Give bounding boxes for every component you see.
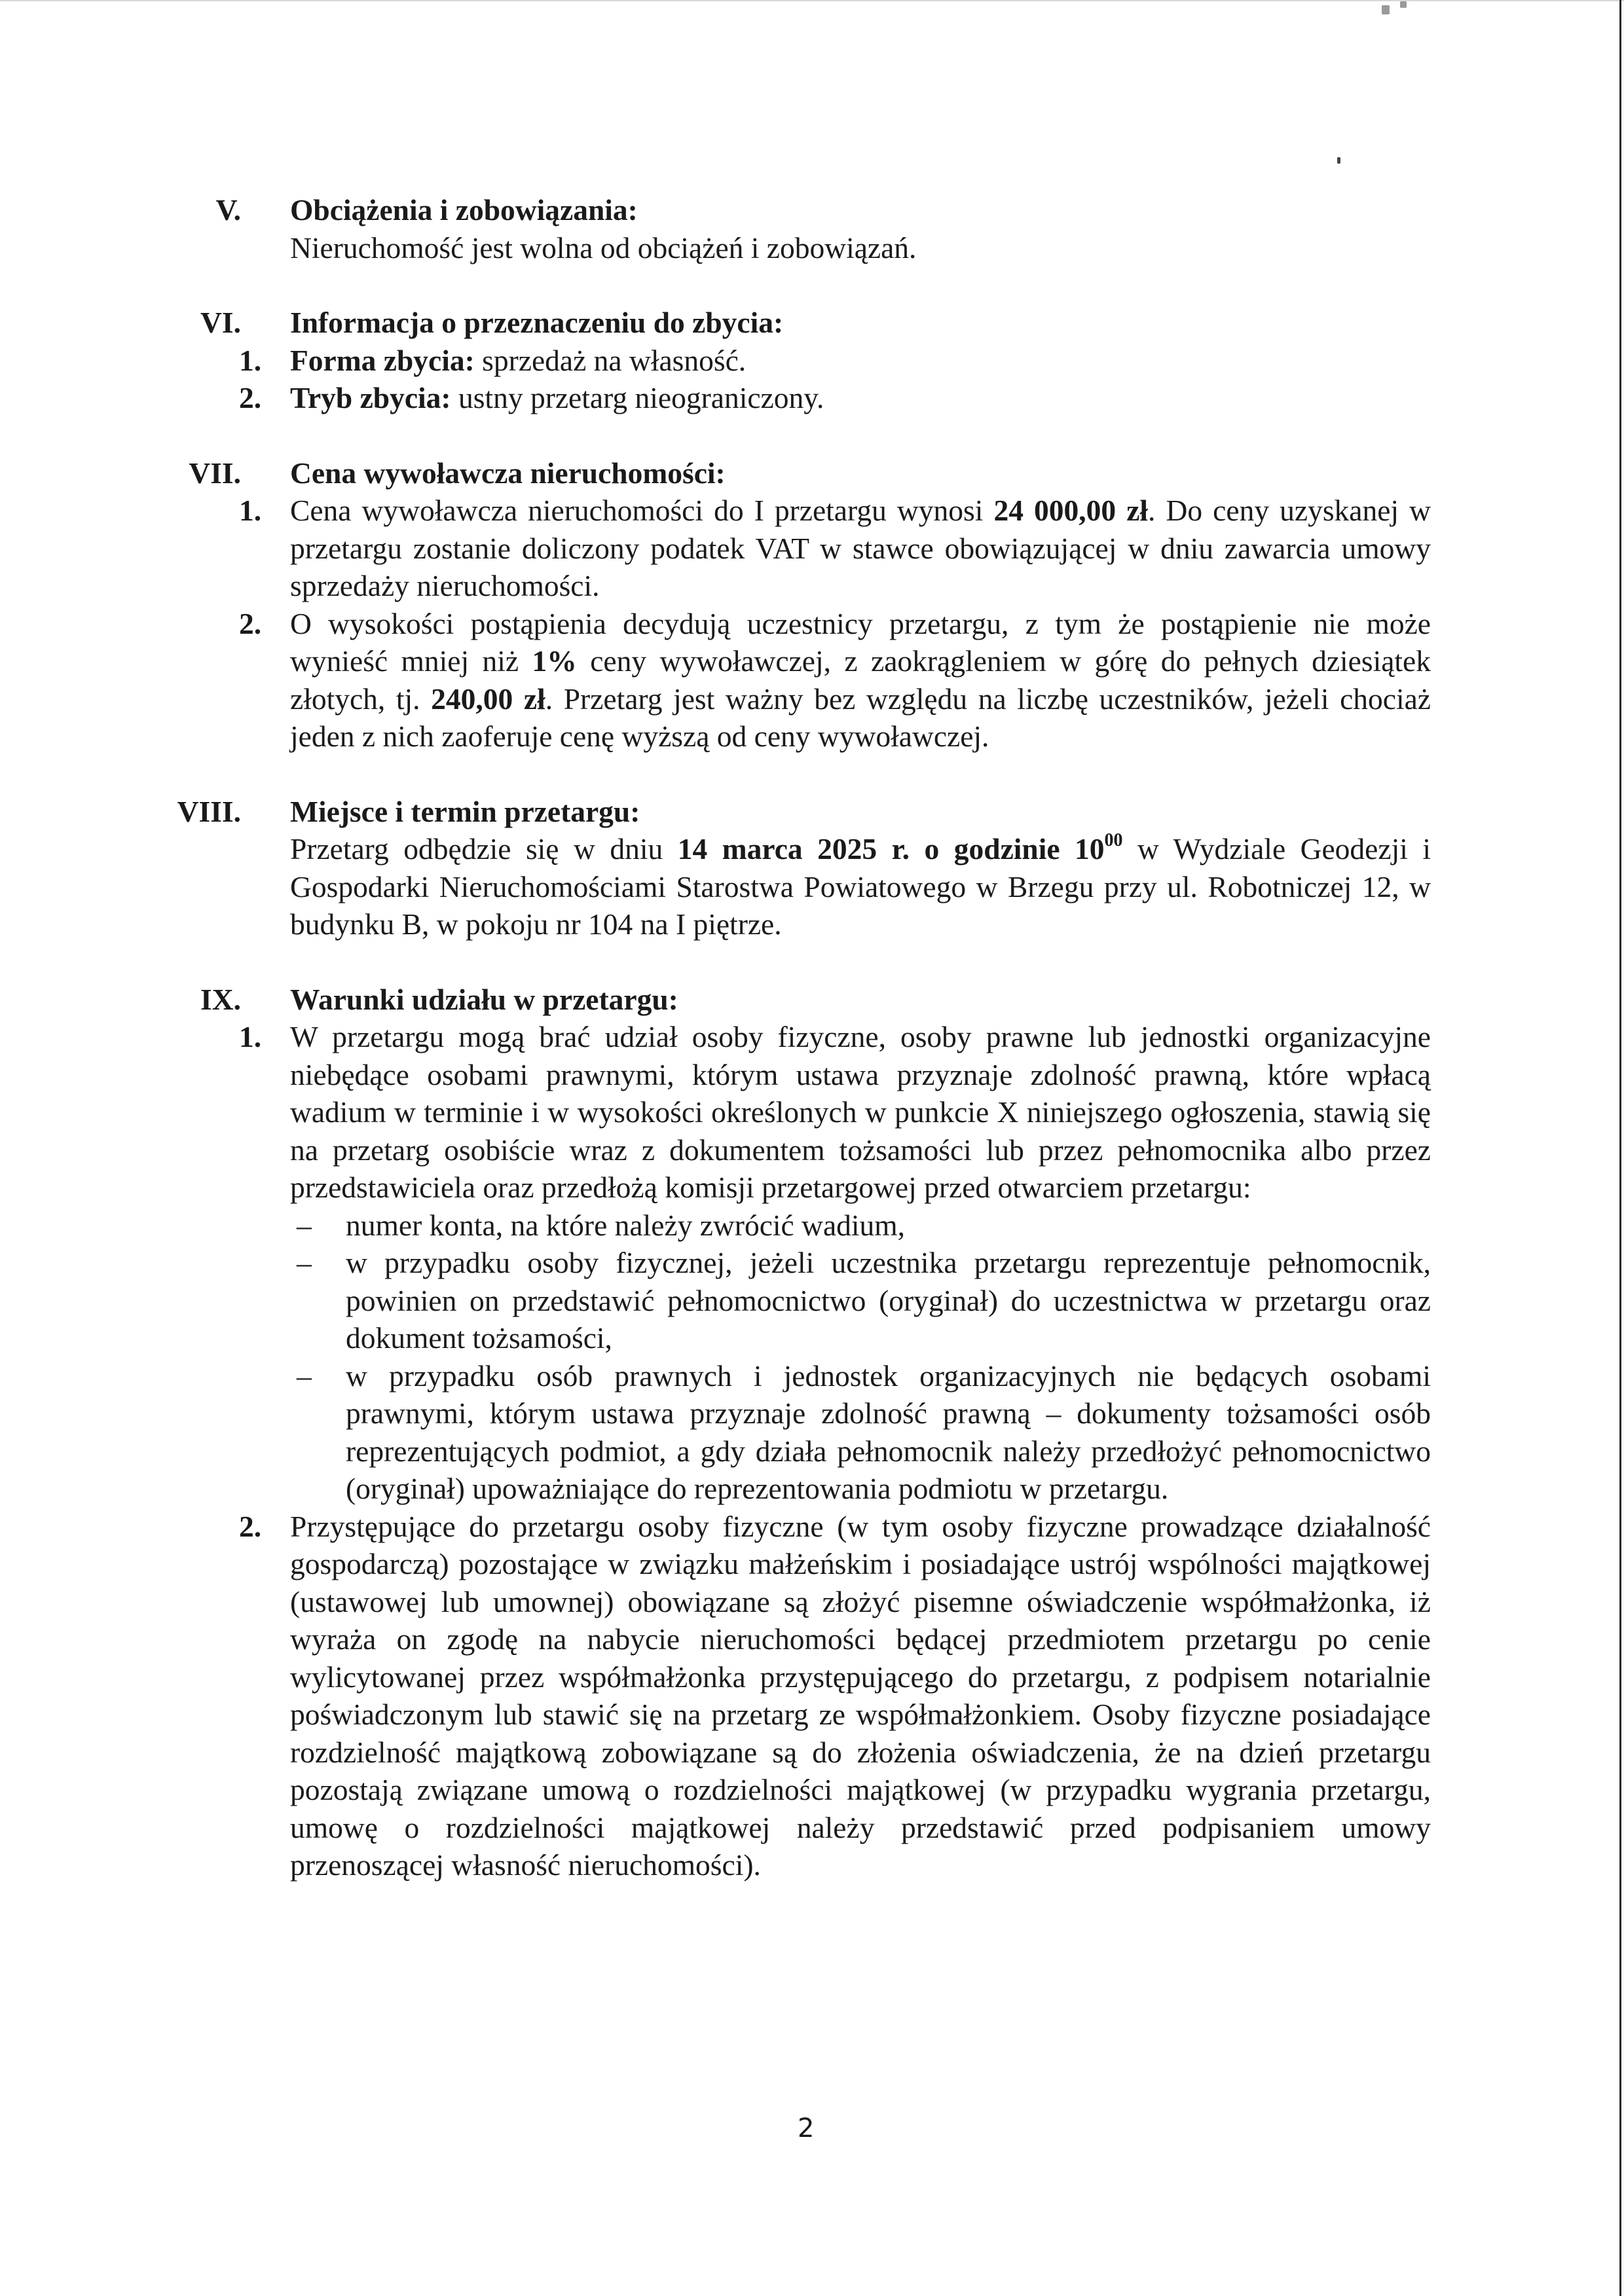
scan-speck bbox=[1400, 1, 1407, 8]
dash-icon: – bbox=[297, 1246, 312, 1279]
item-number: 1. bbox=[239, 494, 262, 527]
section-numeral: VI. bbox=[200, 306, 241, 339]
item-text: ceny wywoławczej, z zaokrągleniem w górę do pełnych dziesiątek złotych, tj. bbox=[290, 644, 1431, 716]
list-item bbox=[164, 492, 1431, 605]
auction-time-minutes: 00 bbox=[1104, 829, 1123, 850]
section-title: Miejsce i termin przetargu: bbox=[290, 794, 640, 828]
section-v bbox=[164, 191, 1431, 266]
section-title: Informacja o przeznaczeniu do zbycia: bbox=[290, 306, 784, 339]
section-title: Obciążenia i zobowiązania: bbox=[290, 193, 638, 227]
section-viii bbox=[164, 793, 1431, 943]
item-number: 2. bbox=[239, 381, 262, 414]
section-ix bbox=[164, 981, 1431, 1884]
item-label: Forma zbycia: bbox=[290, 343, 475, 377]
list-item bbox=[164, 1508, 1431, 1884]
section-heading bbox=[164, 191, 1431, 229]
bid-increment-amount: 240,00 zł bbox=[431, 682, 545, 716]
bullet-text: w przypadku osób prawnych i jednostek organizacyjnych nie będących osobami prawnymi, którym ustawa przyznaje zdolność prawną – dokumenty tożsamości osób reprezentujących podmiot, a gdy działa pełnomocnik należy przedłożyć pełnomocnictwo (oryginał) upoważniające do reprezentowania podmiotu w przetargu. bbox=[346, 1358, 1431, 1505]
section-numeral: V. bbox=[215, 193, 241, 227]
item-text: O wysokości postąpienia decydują uczestnicy przetargu, z tym że postąpienie nie może wynieść mniej niż bbox=[290, 606, 1431, 678]
section-text bbox=[164, 830, 1431, 943]
scan-edge-right bbox=[1619, 0, 1621, 2296]
section-vi bbox=[164, 304, 1431, 417]
list-item bbox=[164, 342, 1431, 380]
list-item bbox=[164, 379, 1431, 417]
section-vii bbox=[164, 454, 1431, 756]
item-text: . Do ceny uzyskanej w przetargu zostanie doliczony podatek VAT w stawce obowiązującej w dniu zawarcia umowy sprzedaży nieruchomości. bbox=[290, 494, 1431, 602]
scan-speck bbox=[1337, 157, 1340, 164]
bid-increment-percent: 1% bbox=[532, 644, 577, 678]
bullet-text: w przypadku osoby fizycznej, jeżeli uczestnika przetargu reprezentuje pełnomocnik, powinien on przedstawić pełnomocnictwo (oryginał) do uczestnictwa w przetargu oraz dokument tożsamości, bbox=[346, 1246, 1431, 1355]
item-number: 1. bbox=[239, 1020, 262, 1053]
item-number: 2. bbox=[239, 1509, 262, 1543]
section-numeral: VIII. bbox=[177, 794, 241, 828]
item-number: 2. bbox=[239, 606, 262, 640]
bullet-item bbox=[164, 1357, 1431, 1508]
section-numeral: IX. bbox=[200, 982, 241, 1016]
item-text: sprzedaż na własność. bbox=[474, 343, 747, 377]
item-text: ustny przetarg nieograniczony. bbox=[451, 381, 824, 414]
scan-edge-top bbox=[0, 0, 1624, 1]
section-text: Nieruchomość jest wolna od obciążeń i zobowiązań. bbox=[290, 230, 917, 264]
item-number: 1. bbox=[239, 343, 262, 377]
section-heading bbox=[164, 304, 1431, 342]
auction-date: 14 marca 2025 r. o godzinie 10 bbox=[677, 832, 1105, 866]
item-text: . Przetarg jest ważny bez względu na liczbę uczestników, jeżeli chociaż jeden z nich zaoferuje cenę wyższą od ceny wywoławczej. bbox=[290, 682, 1431, 753]
item-text: W przetargu mogą brać udział osoby fizyczne, osoby prawne lub jednostki organizacyjne niebędące osobami prawnymi, którym ustawa przyznaje zdolność prawną, które wpłacą wadium w terminie i w wysokości określonych w punkcie X niniejszego ogłoszenia, stawią się na przetarg osobiście wraz z dokumentem tożsamości lub przez pełnomocnika albo przez przedstawiciela oraz przedłożą komisji przetargowej przed otwarciem przetargu: bbox=[290, 1020, 1431, 1204]
section-title: Cena wywoławcza nieruchomości: bbox=[290, 456, 726, 490]
item-text: Przystępujące do przetargu osoby fizyczne (w tym osoby fizyczne prowadzące działalność gospodarczą) pozostające w związku małżeńskim i posiadające ustrój wspólności majątkowej (ustawowej lub umownej) obowiązane są złożyć pisemne oświadczenie współmałżonka, iż wyraża on zgodę na nabycie nieruchomości będącej przedmiotem przetargu po cenie wylicytowanej przez współmałżonka przystępującego do przetargu, z podpisem notarialnie poświadczonym lub stawić się na przetarg ze współmałżonkiem. Osoby fizyczne posiadające rozdzielność majątkową zobowiązane są do złożenia oświadczenia, że na dzień przetargu pozostają związane umową o rozdzielności majątkowej (w przypadku wygrania przetargu, umowę o rozdzielności majątkowej należy przedstawić przed podpisaniem umowy przenoszącej własność nieruchomości). bbox=[290, 1509, 1431, 1882]
bullet-item bbox=[164, 1244, 1431, 1357]
section-heading bbox=[164, 454, 1431, 492]
text-fragment: w Wydziale Geodezji i Gospodarki Nieruchomościami Starostwa Powiatowego w Brzegu przy ul. Robotniczej 12, w budynku B, w pokoju nr 104 na I piętrze. bbox=[290, 832, 1431, 941]
scan-speck bbox=[1382, 5, 1390, 14]
text-fragment: Przetarg odbędzie się w dniu bbox=[290, 832, 678, 866]
bullet-item bbox=[164, 1207, 1431, 1245]
section-heading bbox=[164, 981, 1431, 1019]
section-heading bbox=[164, 793, 1431, 831]
item-label: Tryb zbycia: bbox=[290, 381, 451, 414]
item-text: Cena wywoławcza nieruchomości do I przetargu wynosi bbox=[290, 494, 994, 527]
section-numeral: VII. bbox=[189, 456, 241, 490]
dash-icon: – bbox=[297, 1358, 312, 1393]
bullet-list bbox=[164, 1207, 1431, 1508]
dash-icon: – bbox=[297, 1208, 312, 1242]
bullet-text: numer konta, na które należy zwrócić wadium, bbox=[346, 1208, 906, 1242]
starting-price: 24 000,00 zł bbox=[993, 494, 1149, 527]
list-item bbox=[164, 1018, 1431, 1207]
section-title: Warunki udziału w przetargu: bbox=[290, 982, 678, 1016]
list-item bbox=[164, 605, 1431, 756]
document-body bbox=[164, 191, 1431, 1922]
page-number: 2 bbox=[798, 2113, 815, 2143]
